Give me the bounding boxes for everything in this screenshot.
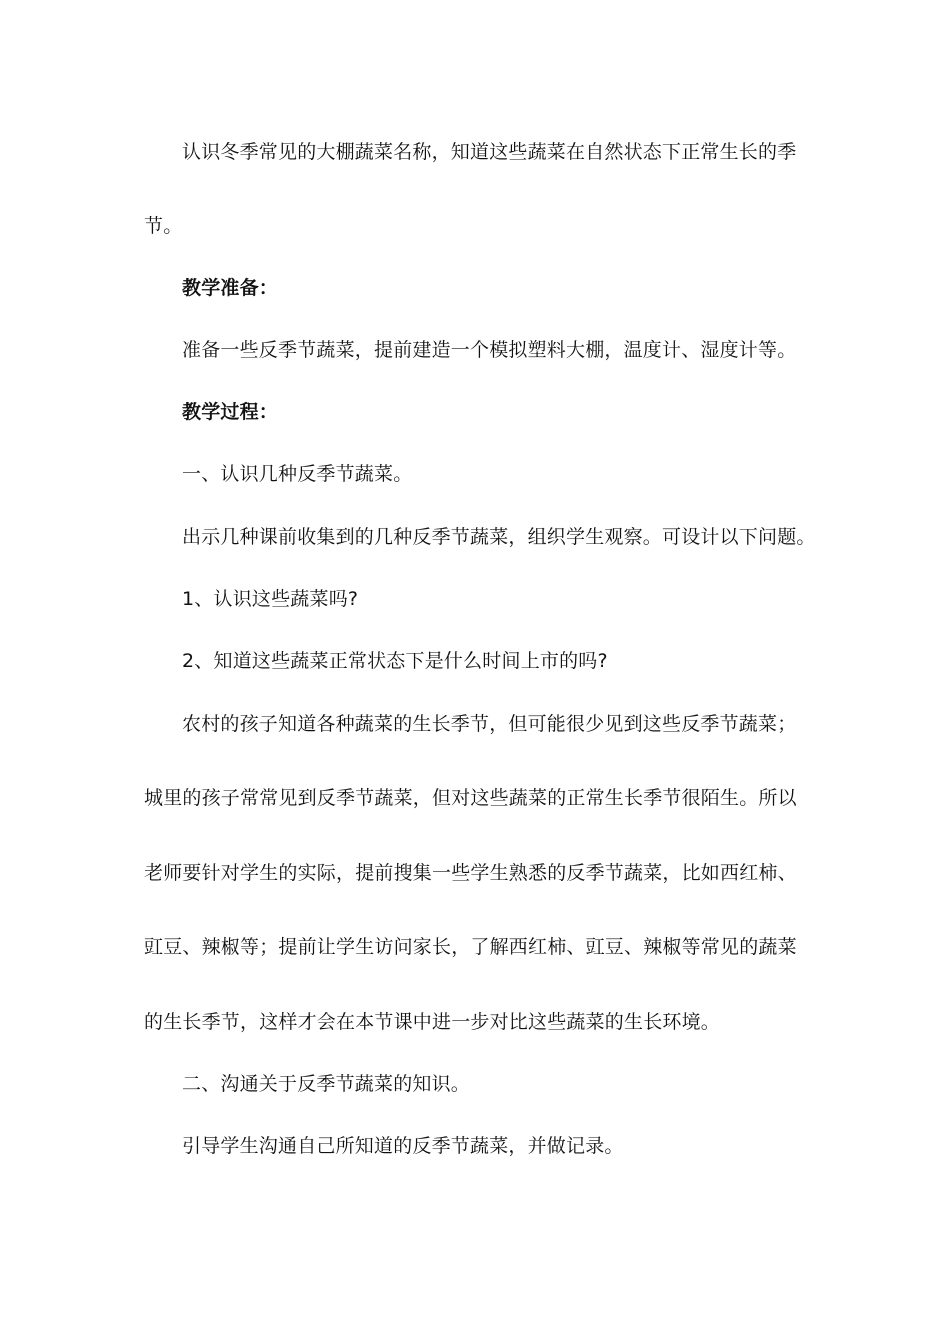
section-1-intro: 出示几种课前收集到的几种反季节蔬菜，组织学生观察。可设计以下问题。 [182, 526, 816, 548]
objective-line-2: 节。 [144, 215, 183, 237]
objective-line-1: 认识冬季常见的大棚蔬菜名称，知道这些蔬菜在自然状态下正常生长的季 [182, 141, 797, 163]
paragraph-line-2: 城里的孩子常常见到反季节蔬菜，但对这些蔬菜的正常生长季节很陌生。所以 [144, 787, 797, 809]
section-1-title: 一、认识几种反季节蔬菜。 [182, 463, 413, 485]
paragraph-line-5: 的生长季节，这样才会在本节课中进一步对比这些蔬菜的生长环境。 [144, 1011, 721, 1033]
paragraph-line-3: 老师要针对学生的实际，提前搜集一些学生熟悉的反季节蔬菜，比如西红柿、 [144, 862, 797, 884]
preparation-text: 准备一些反季节蔬菜，提前建造一个模拟塑料大棚，温度计、湿度计等。 [182, 339, 797, 361]
section-2-text: 引导学生沟通自己所知道的反季节蔬菜，并做记录。 [182, 1135, 624, 1157]
paragraph-line-1: 农村的孩子知道各种蔬菜的生长季节，但可能很少见到这些反季节蔬菜； [182, 713, 797, 735]
preparation-heading: 教学准备： [182, 277, 279, 299]
paragraph-line-4: 豇豆、辣椒等；提前让学生访问家长，了解西红柿、豇豆、辣椒等常见的蔬菜 [144, 936, 797, 958]
question-2: 2、知道这些蔬菜正常状态下是什么时间上市的吗? [182, 650, 608, 672]
process-heading: 教学过程： [182, 401, 279, 423]
question-1: 1、认识这些蔬菜吗? [182, 588, 359, 610]
section-2-title: 二、沟通关于反季节蔬菜的知识。 [182, 1073, 471, 1095]
